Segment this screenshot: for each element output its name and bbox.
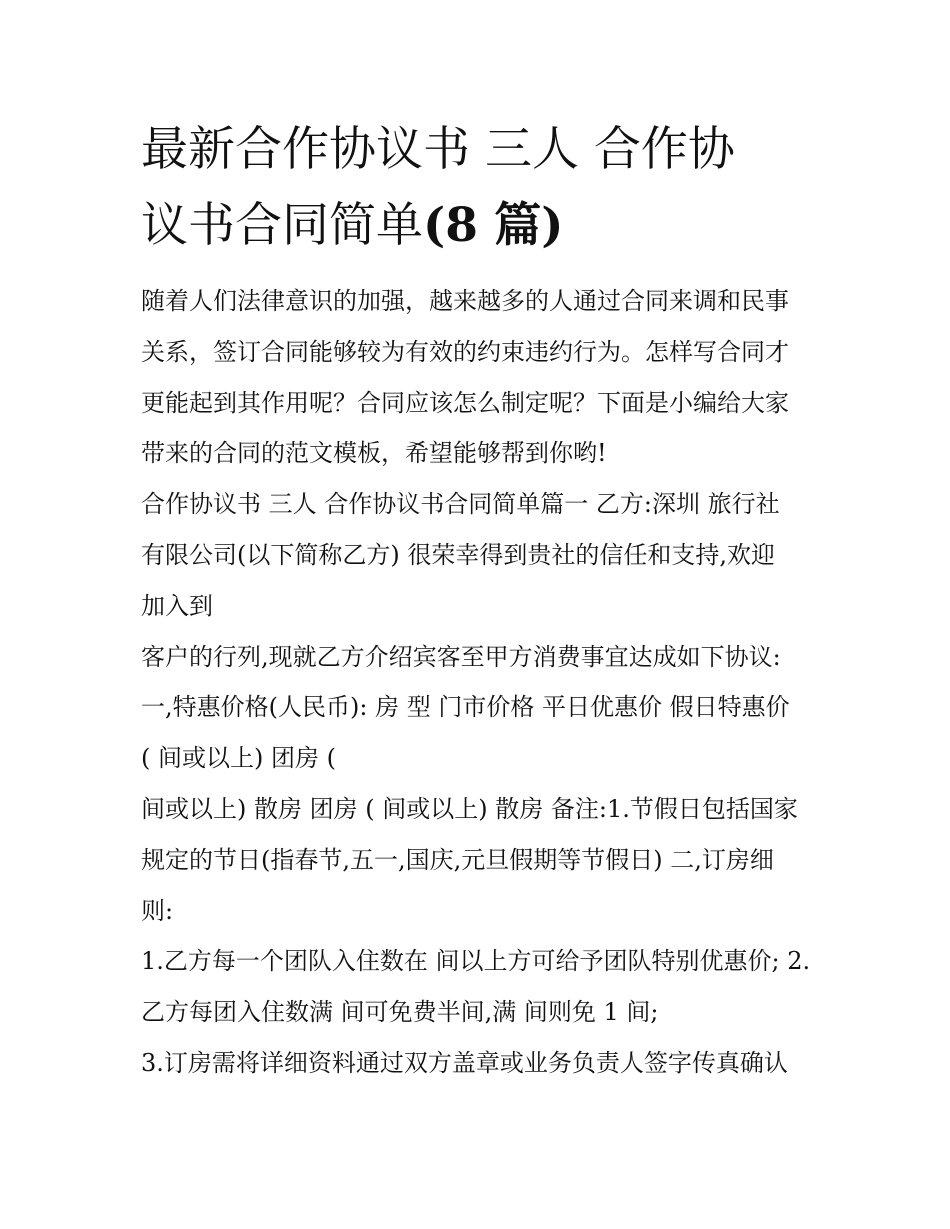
title-line-1: 最新合作协议书 三人 合作协 — [141, 122, 735, 177]
body-line: 客户的行列,现就乙方介绍宾客至甲方消费事宜达成如下协议: — [141, 642, 781, 671]
body-line: 随着人们法律意识的加强，越来越多的人通过合同来调和民事 — [141, 287, 789, 315]
title-line-2: 议书合同简单 — [141, 198, 423, 253]
document-body — [141, 276, 821, 1089]
body-line: 关系，签订合同能够较为有效的约束违约行为。怎样写合同才 — [141, 337, 789, 366]
document-title — [141, 112, 821, 264]
body-line: 3.订房需将详细资料通过双方盖章或业务负责人签字传真确认 — [141, 1048, 788, 1077]
body-line: 一,特惠价格(人民币): 房 型 门市价格 平日优惠价 假日特惠价 — [141, 693, 790, 722]
body-line: 则: — [141, 896, 174, 925]
body-line: 乙方每团入住数满 间可免费半间,满 间则免 1 间; — [141, 998, 659, 1027]
body-line: ( 间或以上) 团房 ( — [141, 744, 336, 773]
body-line: 1.乙方每一个团队入住数在 间以上方可给予团队特别优惠价; 2. — [141, 947, 811, 976]
body-line: 有限公司(以下简称乙方) 很荣幸得到贵社的信任和支持,欢迎 — [141, 540, 775, 569]
body-line: 带来的合同的范文模板，希望能够帮到你哟! — [141, 439, 607, 468]
body-line: 合作协议书 三人 合作协议书合同简单篇一 乙方:深圳 旅行社 — [141, 490, 780, 519]
body-line: 加入到 — [141, 591, 213, 620]
body-line: 间或以上) 散房 团房 ( 间或以上) 散房 备注:1.节假日包括国家 — [141, 794, 798, 823]
body-line: 更能起到其作用呢？合同应该怎么制定呢？下面是小编给大家 — [141, 388, 789, 417]
title-line-2-count: (8 篇) — [423, 198, 564, 253]
body-line: 规定的节日(指春节,五一,国庆,元旦假期等节假日) 二,订房细 — [141, 845, 774, 874]
